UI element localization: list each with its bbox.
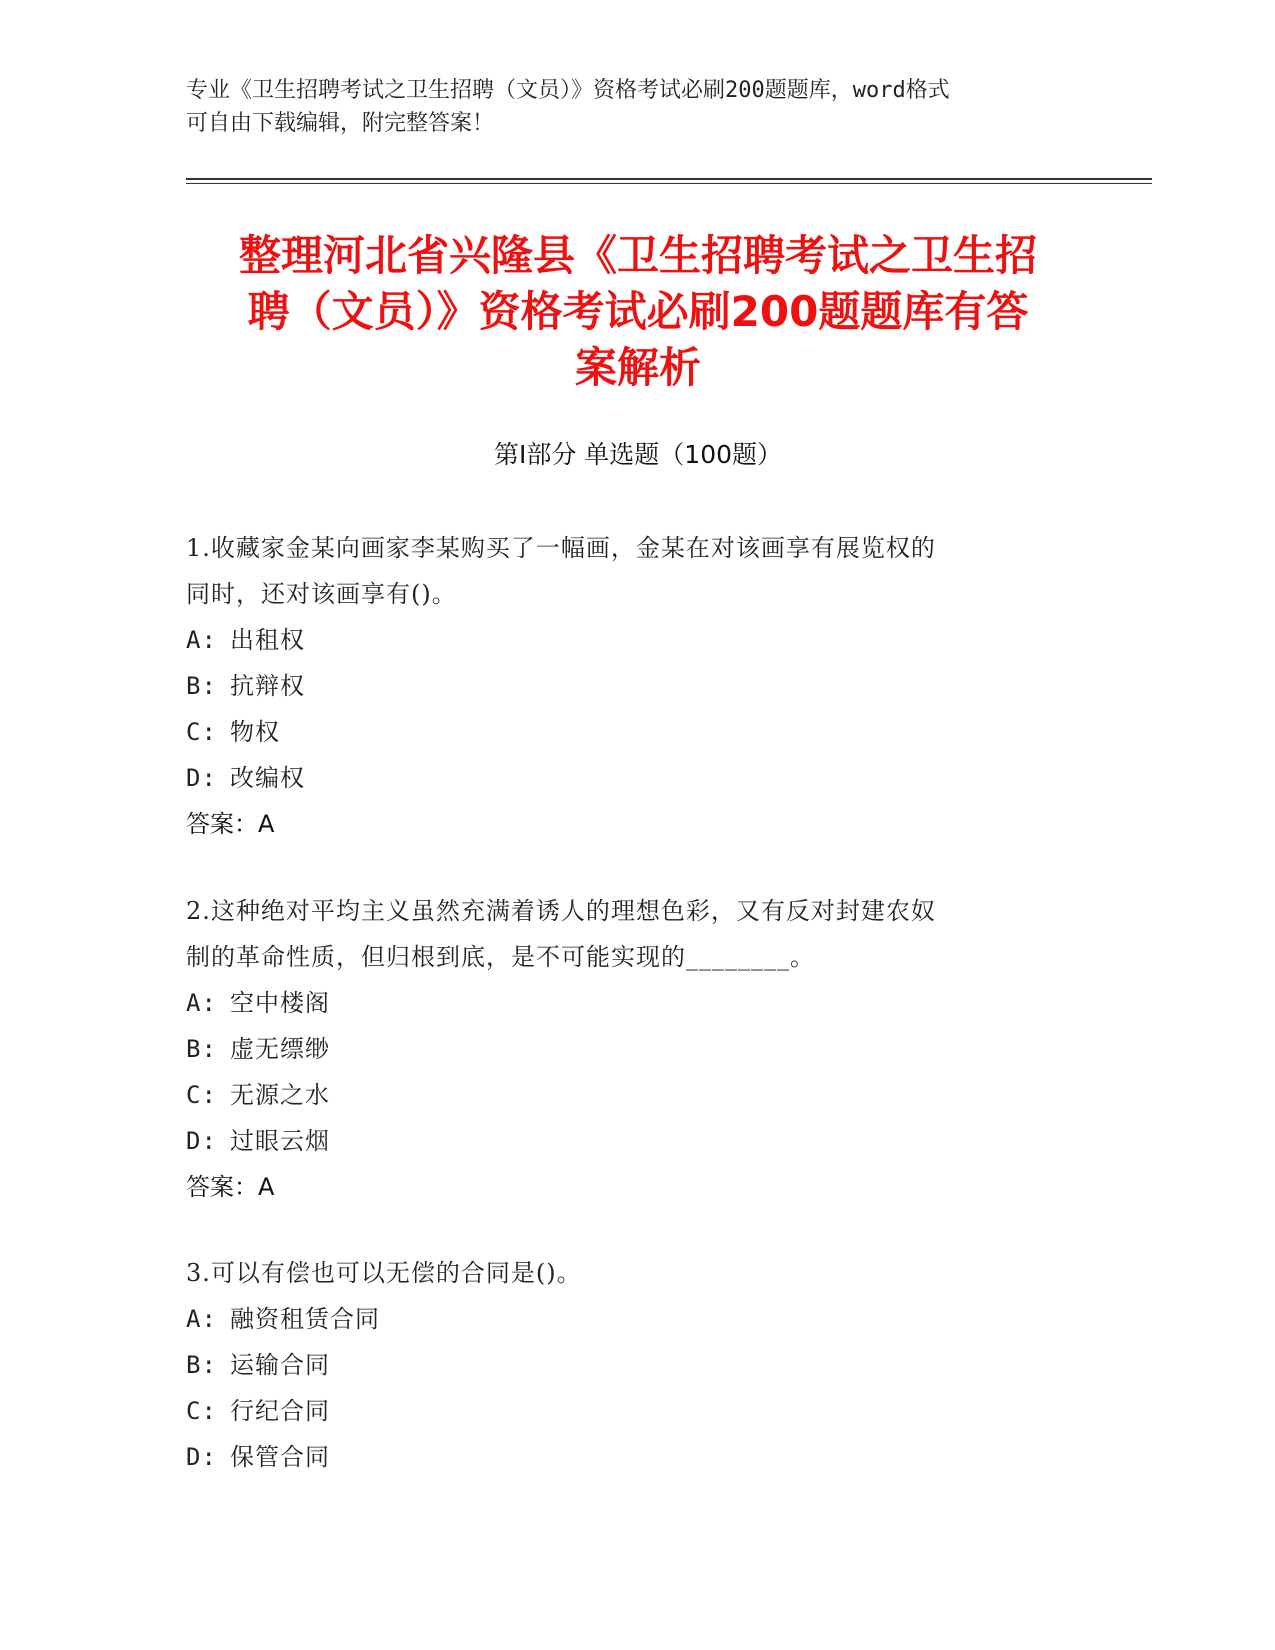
question-stem-line-2: 制的革命性质，但归根到底，是不可能实现的________。 — [186, 943, 815, 971]
title-line-3: 案解析 — [574, 343, 701, 392]
option-text: 融资租赁合同 — [230, 1305, 380, 1333]
option-text: 保管合同 — [230, 1443, 330, 1471]
document-title — [186, 228, 1090, 396]
option-letter: B: — [186, 672, 217, 700]
option-b — [186, 1342, 1066, 1388]
question-1 — [186, 525, 1066, 847]
title-line-1: 整理河北省兴隆县《卫生招聘考试之卫生招 — [238, 231, 1037, 280]
answer-label: 答案：A — [186, 1173, 275, 1201]
option-text: 行纪合同 — [230, 1397, 330, 1425]
option-c — [186, 1388, 1066, 1434]
question-stem-line-1: 2.这种绝对平均主义虽然充满着诱人的理想色彩，又有反对封建农奴 — [186, 897, 936, 925]
answer-label: 答案：A — [186, 810, 275, 838]
question-stem-line-2: 同时，还对该画享有()。 — [186, 580, 457, 608]
option-a — [186, 617, 1066, 663]
option-letter: C: — [186, 718, 217, 746]
option-letter: A: — [186, 1305, 217, 1333]
option-letter: D: — [186, 764, 217, 792]
section-heading: 第Ⅰ部分 单选题（100题） — [493, 440, 783, 469]
option-text: 虚无缥缈 — [230, 1035, 330, 1063]
option-a — [186, 1296, 1066, 1342]
option-d — [186, 1118, 1066, 1164]
option-d — [186, 1434, 1066, 1480]
option-b — [186, 1026, 1066, 1072]
option-letter: D: — [186, 1127, 217, 1155]
option-letter: C: — [186, 1397, 217, 1425]
option-b — [186, 663, 1066, 709]
option-a — [186, 980, 1066, 1026]
question-stem-line-1: 1.收藏家金某向画家李某购买了一幅画，金某在对该画享有展览权的 — [186, 534, 936, 562]
header-divider — [186, 178, 1152, 184]
title-line-2: 聘（文员）》资格考试必刷200题题库有答 — [247, 287, 1029, 336]
option-c — [186, 709, 1066, 755]
option-letter: B: — [186, 1351, 217, 1379]
option-letter: C: — [186, 1081, 217, 1109]
option-d — [186, 755, 1066, 801]
option-text: 抗辩权 — [230, 672, 305, 700]
header-note-line-2: 可自由下载编辑，附完整答案！ — [186, 111, 495, 136]
question-2 — [186, 888, 1066, 1210]
option-text: 过眼云烟 — [230, 1127, 330, 1155]
option-text: 无源之水 — [230, 1081, 330, 1109]
question-stem-line-1: 3.可以有偿也可以无偿的合同是()。 — [186, 1259, 582, 1287]
option-text: 改编权 — [230, 764, 305, 792]
option-text: 运输合同 — [230, 1351, 330, 1379]
option-letter: A: — [186, 626, 217, 654]
header-note-line-1: 专业《卫生招聘考试之卫生招聘（文员）》资格考试必刷200题题库，word格式 — [186, 78, 950, 103]
option-text: 出租权 — [230, 626, 305, 654]
option-text: 物权 — [230, 718, 280, 746]
question-3 — [186, 1250, 1066, 1480]
option-letter: D: — [186, 1443, 217, 1471]
header-note — [186, 74, 1066, 140]
option-letter: B: — [186, 1035, 217, 1063]
option-letter: A: — [186, 989, 217, 1017]
option-c — [186, 1072, 1066, 1118]
option-text: 空中楼阁 — [230, 989, 330, 1017]
